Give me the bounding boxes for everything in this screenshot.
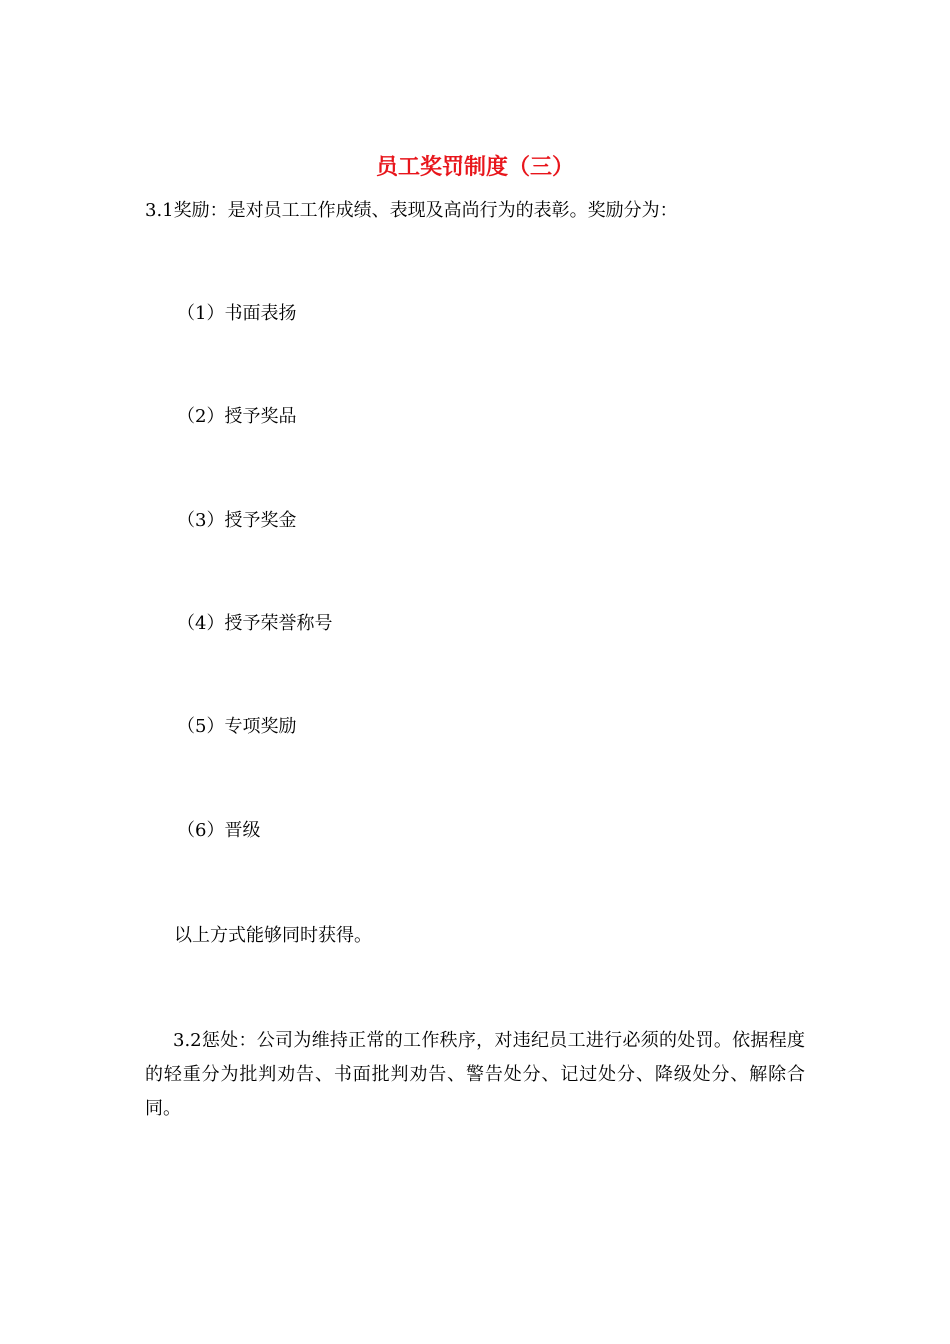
reward-item-3: （3）授予奖金 [177,510,297,531]
document-title: 员工奖罚制度（三） [375,155,574,180]
reward-note: 以上方式能够同时获得。 [174,925,372,946]
reward-item-2: （2）授予奖品 [177,406,297,427]
reward-item-1: （1）书面表扬 [177,303,297,324]
reward-item-5: （5）专项奖励 [177,716,297,737]
penalty-paragraph: 3.2惩处：公司为维持正常的工作秩序，对违纪员工进行必须的处罚。依据程度的轻重分为批判劝告、书面批判劝告、警告处分、记过处分、降级处分、解除合同。 [145,1030,805,1119]
reward-item-6: （6）晋级 [177,820,261,841]
reward-intro: 3.1奖励：是对员工工作成绩、表现及高尚行为的表彰。奖励分为： [145,200,678,221]
reward-item-4: （4）授予荣誉称号 [177,613,333,634]
